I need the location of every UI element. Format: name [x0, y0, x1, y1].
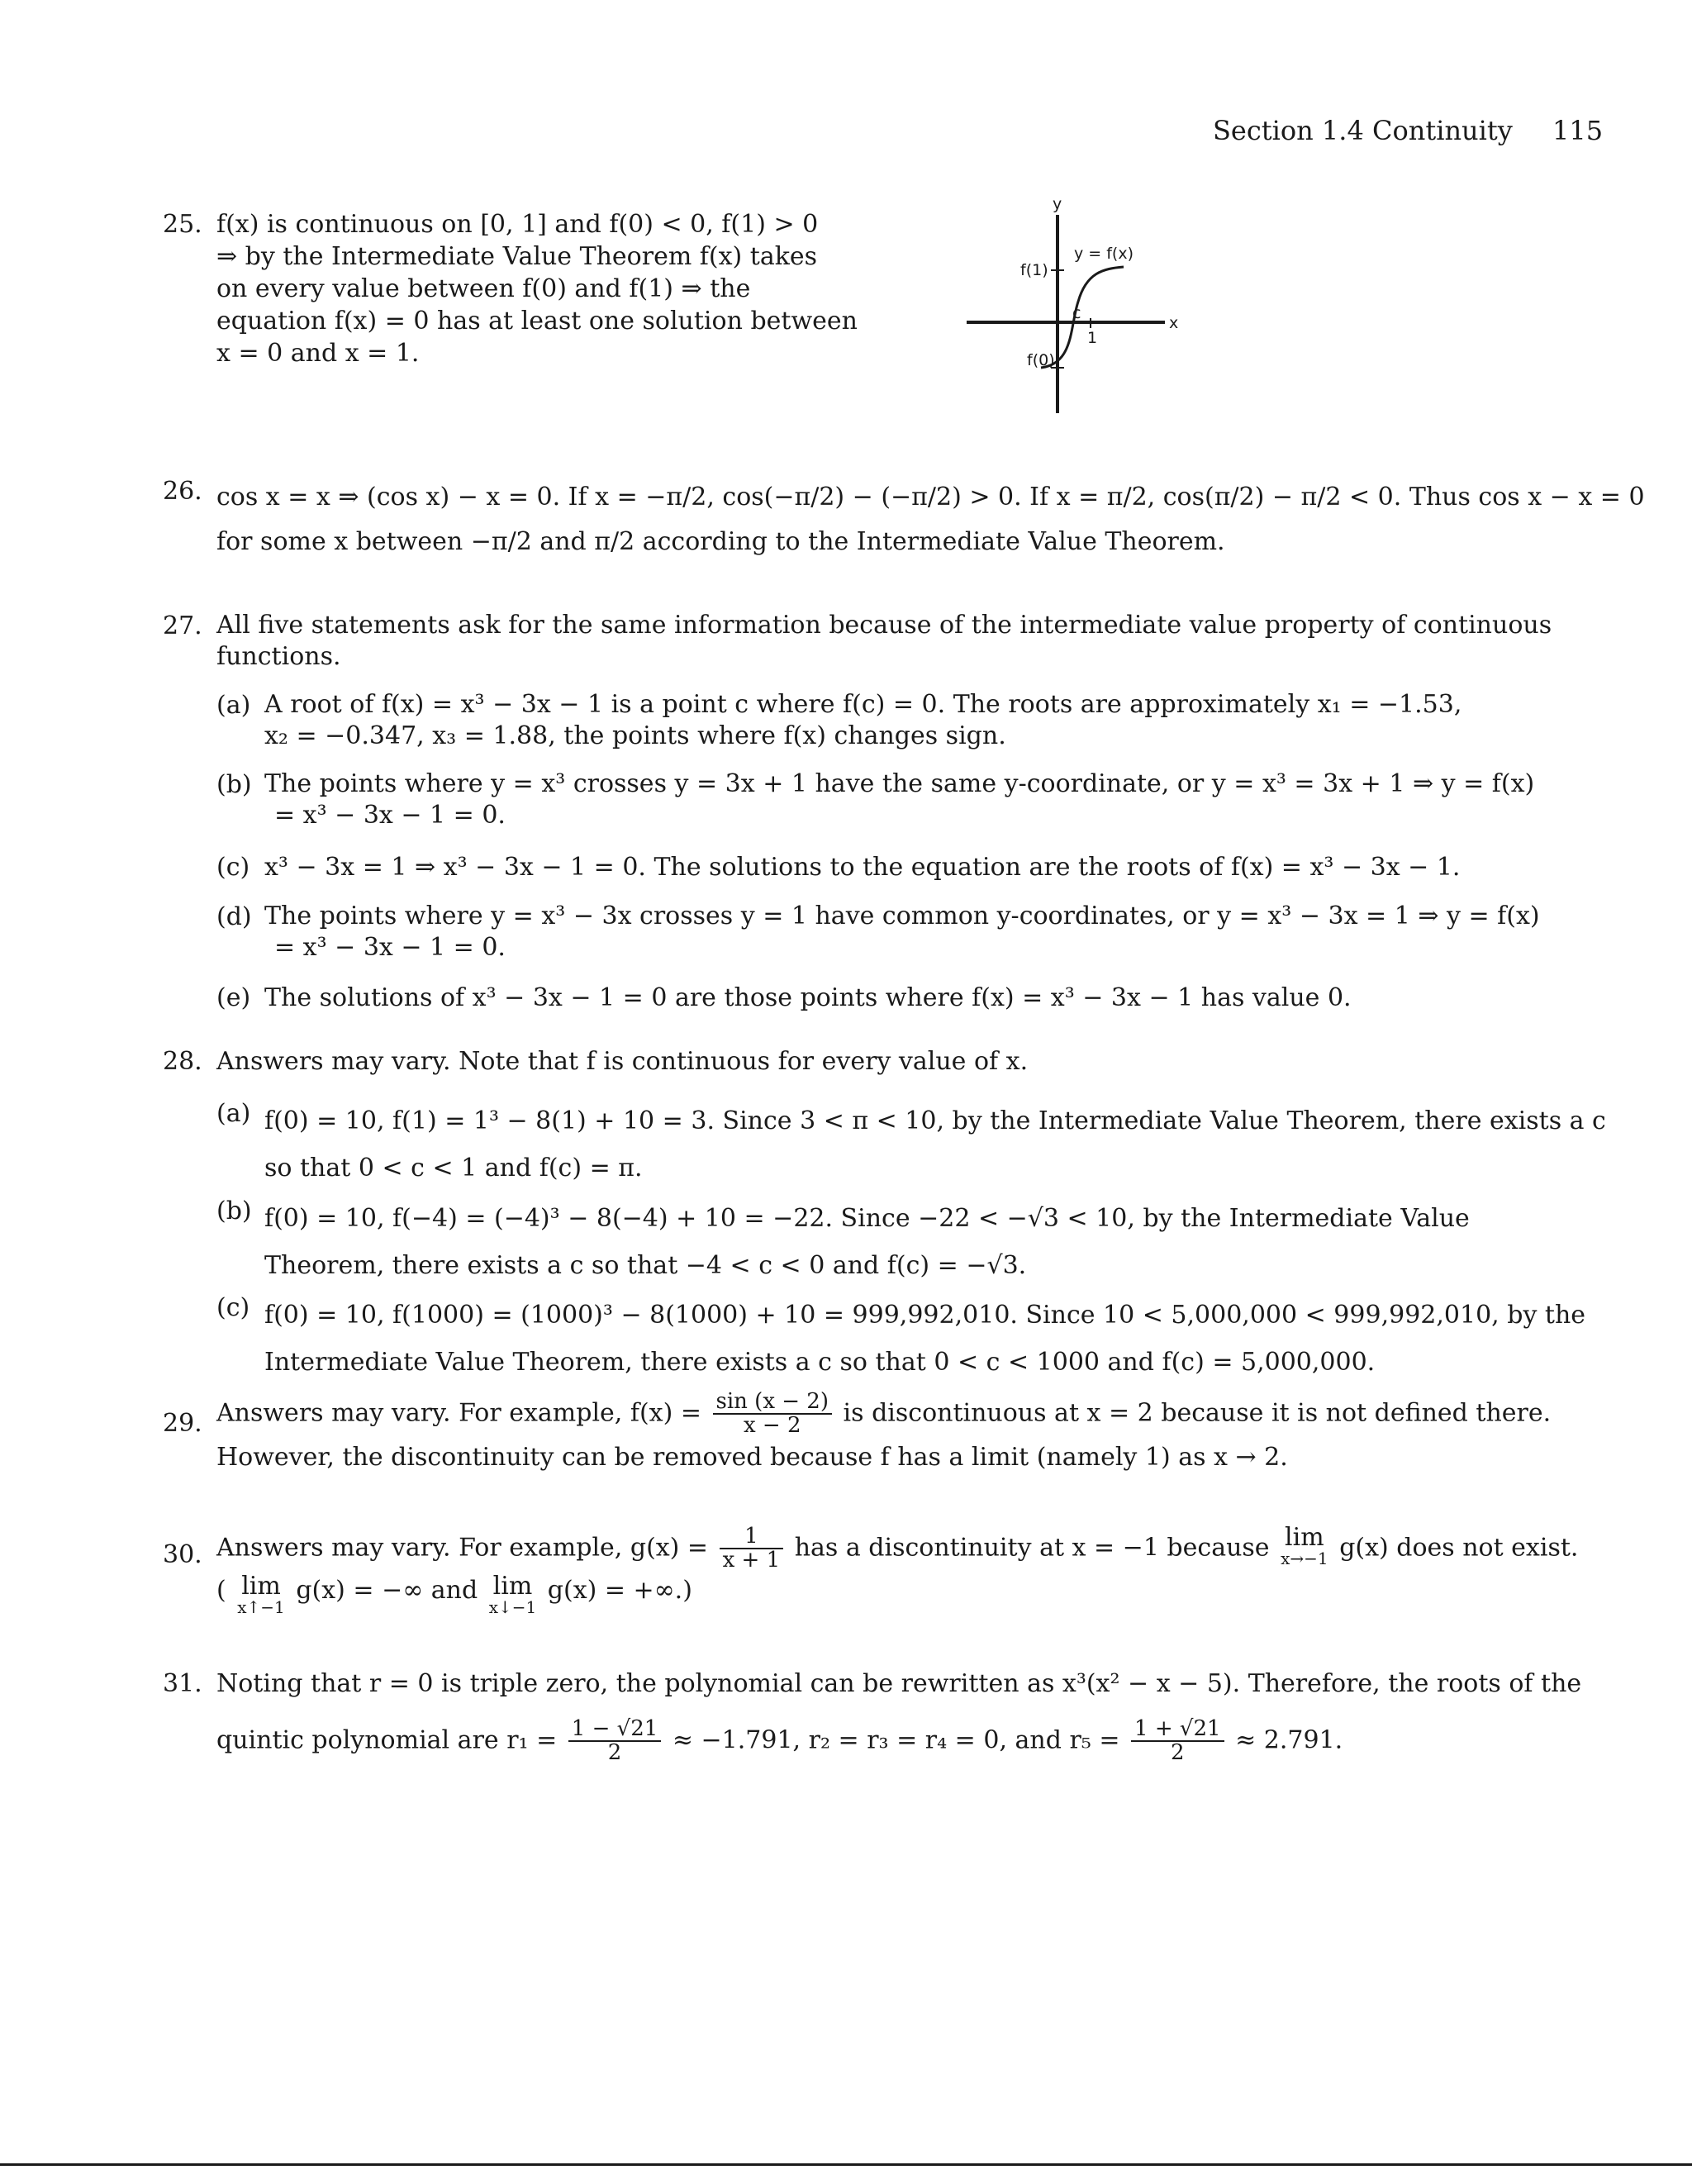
text-line: All five statements ask for the same information because of the intermediate value property of continuous	[216, 611, 1552, 640]
numerator: 1 + √21	[1131, 1718, 1224, 1742]
fraction	[713, 1391, 832, 1438]
denominator: x + 1	[722, 1548, 781, 1573]
one-label: 1	[1087, 329, 1098, 347]
part-a	[264, 1097, 1606, 1192]
problem-number: 27.	[163, 611, 202, 640]
text-line	[216, 1571, 1578, 1617]
part-label: (b)	[216, 1197, 252, 1225]
text-segment: ≈ 2.791.	[1235, 1725, 1343, 1755]
fraction	[720, 1525, 784, 1573]
problem-text	[216, 1525, 1578, 1615]
problem-intro	[216, 610, 1552, 673]
limit-operator	[1281, 1525, 1328, 1567]
bottom-rule	[0, 2163, 1692, 2166]
text-line: equation f(x) = 0 has at least one solution between	[216, 307, 858, 335]
problem-text	[216, 208, 858, 369]
numerator: sin (x − 2)	[713, 1391, 832, 1415]
text-line: The points where y = x³ crosses y = 3x + 1 have the same y-coordinate, or y = x³ = 3x + 1 ⇒ y = f(x)	[264, 769, 1535, 798]
text-line: x³ − 3x = 1 ⇒ x³ − 3x − 1 = 0. The solutions to the equation are the roots of f(x) = x³ − 3x − 1.	[264, 853, 1461, 882]
part-a	[264, 689, 1461, 752]
part-c	[264, 1292, 1585, 1386]
x-axis-label: x	[1169, 314, 1179, 332]
part-label: (a)	[216, 691, 251, 720]
text-line: Noting that r = 0 is triple zero, the polynomial can be rewritten as x³(x² − x − 5). Therefore, the roots of the	[216, 1669, 1582, 1698]
text-line: ⇒ by the Intermediate Value Theorem f(x) takes	[216, 242, 818, 271]
fraction	[568, 1718, 662, 1765]
part-label: (c)	[216, 853, 250, 882]
text-segment: g(x) does not exist.	[1339, 1533, 1579, 1563]
text-line: so that 0 < c < 1 and f(c) = π.	[264, 1154, 643, 1182]
text-line	[216, 1718, 1581, 1765]
part-label: (e)	[216, 983, 251, 1012]
text-line: The points where y = x³ − 3x crosses y = 1 have common y-coordinates, or y = x³ − 3x = 1 ⇒ y = f(x)	[264, 902, 1540, 930]
text-segment: has a discontinuity at x = −1 because	[794, 1533, 1270, 1563]
text-segment: is discontinuous at x = 2 because it is not defined there.	[843, 1398, 1552, 1428]
denominator: 2	[607, 1740, 622, 1766]
text-line: Theorem, there exists a c so that −4 < c < 0 and f(c) = −√3.	[264, 1251, 1027, 1280]
text-line: x = 0 and x = 1.	[216, 339, 420, 368]
f1-label: f(1)	[1020, 261, 1048, 279]
text-line: However, the discontinuity can be removed because f has a limit (namely 1) as x → 2.	[216, 1442, 1288, 1472]
text-line: cos x = x ⇒ (cos x) − x = 0. If x = −π/2, cos(−π/2) − (−π/2) > 0. If x = π/2, cos(π/2) − π/2 < 0. Thus cos x − x = 0	[216, 483, 1645, 512]
problem-number: 30.	[163, 1540, 202, 1569]
part-label: (a)	[216, 1099, 251, 1128]
fraction	[1131, 1718, 1224, 1765]
text-segment: Answers may vary. For example, f(x) =	[216, 1398, 701, 1428]
problem-number: 28.	[163, 1047, 202, 1076]
text-segment: (	[216, 1575, 226, 1605]
continuity-sketch	[958, 194, 1198, 421]
f0-label: f(0)	[1027, 351, 1055, 369]
problem-number: 26.	[163, 477, 202, 506]
text-line: f(0) = 10, f(1) = 1³ − 8(1) + 10 = 3. Since 3 < π < 10, by the Intermediate Value Theorem, there exists a c	[264, 1106, 1606, 1135]
text-segment: Answers may vary. For example, g(x) =	[216, 1533, 709, 1563]
text-line: for some x between −π/2 and π/2 according to the Intermediate Value Theorem.	[216, 527, 1225, 556]
denominator: x − 2	[743, 1413, 801, 1439]
text-line: f(x) is continuous on [0, 1] and f(0) < 0, f(1) > 0	[216, 210, 819, 239]
text-line: x₂ = −0.347, x₃ = 1.88, the points where f(x) changes sign.	[264, 721, 1006, 750]
limit-operator	[237, 1571, 285, 1617]
denominator: 2	[1171, 1740, 1185, 1766]
page-number: 115	[1552, 115, 1604, 146]
numerator: 1 − √21	[568, 1718, 662, 1742]
part-label: (d)	[216, 902, 252, 931]
text-line	[216, 1391, 1551, 1438]
problem-text	[216, 1668, 1581, 1765]
text-line: The solutions of x³ − 3x − 1 = 0 are those points where f(x) = x³ − 3x − 1 has value 0.	[264, 983, 1352, 1012]
section-title: Section 1.4 Continuity	[1213, 115, 1513, 146]
problem-number: 29.	[163, 1409, 202, 1438]
part-d	[264, 901, 1540, 964]
text-line: = x³ − 3x − 1 = 0.	[274, 933, 506, 962]
text-line: = x³ − 3x − 1 = 0.	[274, 801, 506, 830]
limit-word: lim	[241, 1571, 281, 1601]
text-line: f(0) = 10, f(−4) = (−4)³ − 8(−4) + 10 = −22. Since −22 < −√3 < 10, by the Intermediate Value	[264, 1204, 1470, 1233]
c-label: c	[1072, 304, 1081, 322]
curve-label: y = f(x)	[1074, 245, 1134, 263]
limit-subscript: x→−1	[1281, 1549, 1328, 1568]
page-header	[1213, 114, 1603, 149]
part-label: (c)	[216, 1293, 250, 1322]
y-axis-label: y	[1053, 195, 1062, 213]
problem-text	[216, 475, 1645, 564]
text-line	[216, 1525, 1578, 1573]
part-b	[264, 768, 1534, 831]
problem-text	[216, 1391, 1551, 1473]
limit-word: lim	[492, 1571, 533, 1601]
limit-word: lim	[1285, 1523, 1324, 1552]
text-line: A root of f(x) = x³ − 3x − 1 is a point c where f(c) = 0. The roots are approximately x₁ = −1.53,	[264, 690, 1462, 719]
limit-operator	[488, 1571, 537, 1617]
problem-intro	[216, 1045, 1028, 1078]
part-e	[264, 982, 1352, 1014]
numerator: 1	[720, 1525, 784, 1549]
text-line: Answers may vary. Note that f is continuous for every value of x.	[216, 1047, 1029, 1076]
problem-number: 31.	[163, 1669, 202, 1698]
text-line: on every value between f(0) and f(1) ⇒ the	[216, 274, 751, 303]
text-line: f(0) = 10, f(1000) = (1000)³ − 8(1000) + 10 = 999,992,010. Since 10 < 5,000,000 < 999,992,010, by the	[264, 1301, 1586, 1330]
text-segment: g(x) = +∞.)	[547, 1575, 692, 1605]
text-line: functions.	[216, 642, 341, 671]
text-line: Intermediate Value Theorem, there exists a c so that 0 < c < 1000 and f(c) = 5,000,000.	[264, 1348, 1376, 1377]
limit-subscript: x↑−1	[237, 1596, 285, 1617]
part-label: (b)	[216, 770, 252, 799]
text-segment: ≈ −1.791, r₂ = r₃ = r₄ = 0, and r₅ =	[672, 1725, 1120, 1755]
text-segment: quintic polynomial are r₁ =	[216, 1725, 558, 1755]
problem-number: 25.	[163, 210, 202, 239]
part-c	[264, 851, 1460, 883]
limit-subscript: x↓−1	[488, 1596, 537, 1617]
text-segment: g(x) = −∞ and	[296, 1575, 478, 1605]
part-b	[264, 1195, 1470, 1289]
